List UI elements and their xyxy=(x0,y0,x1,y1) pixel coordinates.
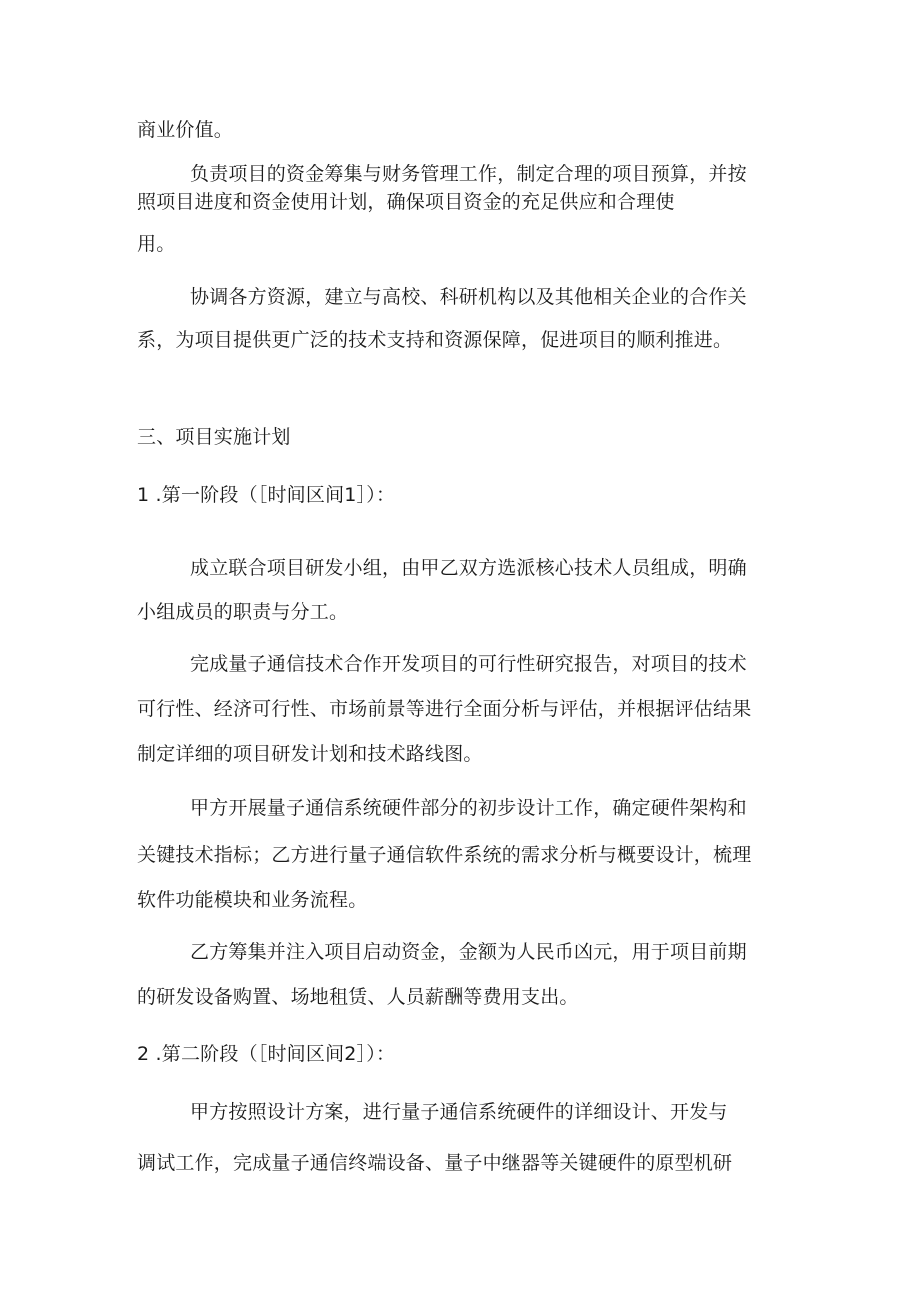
phase-heading: 2 .第二阶段（［时间区间2］）： xyxy=(137,1043,396,1065)
body-text-line: 甲方开展量子通信系统硬件部分的初步设计工作，确定硬件架构和 xyxy=(190,797,747,819)
body-text-line: 完成量子通信技术合作开发项目的可行性研究报告，对项目的技术 xyxy=(190,653,747,675)
body-text-line: 软件功能模块和业务流程。 xyxy=(137,889,368,911)
body-text-line: 照项目进度和资金使用计划，确保项目资金的充足供应和合理使 xyxy=(137,191,675,213)
body-text-line: 小组成员的职责与分工。 xyxy=(137,601,349,623)
body-text-line: 负责项目的资金筹集与财务管理工作，制定合理的项目预算，并按 xyxy=(190,163,747,185)
body-text-line: 关键技术指标；乙方进行量子通信软件系统的需求分析与概要设计，梳理 xyxy=(137,844,752,866)
body-text-line: 可行性、经济可行性、市场前景等进行全面分析与评估，并根据评估结果 xyxy=(137,698,752,720)
body-text-line: 制定详细的项目研发计划和技术路线图。 xyxy=(137,743,483,765)
body-text-line: 成立联合项目研发小组，由甲乙双方选派核心技术人员组成，明确 xyxy=(190,557,747,579)
body-text-line: 商业价值。 xyxy=(137,119,234,141)
body-text-line: 的研发设备购置、场地租赁、人员薪酬等费用支出。 xyxy=(137,986,579,1008)
body-text-line: 调试工作，完成量子通信终端设备、量子中继器等关键硬件的原型机研 xyxy=(137,1152,733,1174)
phase-heading: 1 .第一阶段（［时间区间1］）： xyxy=(137,484,396,506)
body-text-line: 协调各方资源，建立与高校、科研机构以及其他相关企业的合作关 xyxy=(190,286,747,308)
section-heading: 三、项目实施计划 xyxy=(137,426,291,448)
body-text-line: 乙方筹集并注入项目启动资金，金额为人民币凶元，用于项目前期 xyxy=(190,941,747,963)
body-text-line: 系，为项目提供更广泛的技术支持和资源保障，促进项目的顺利推进。 xyxy=(137,329,733,351)
body-text-line: 甲方按照设计方案，进行量子通信系统硬件的详细设计、开发与 xyxy=(190,1101,728,1123)
body-text-line: 用。 xyxy=(137,233,176,255)
